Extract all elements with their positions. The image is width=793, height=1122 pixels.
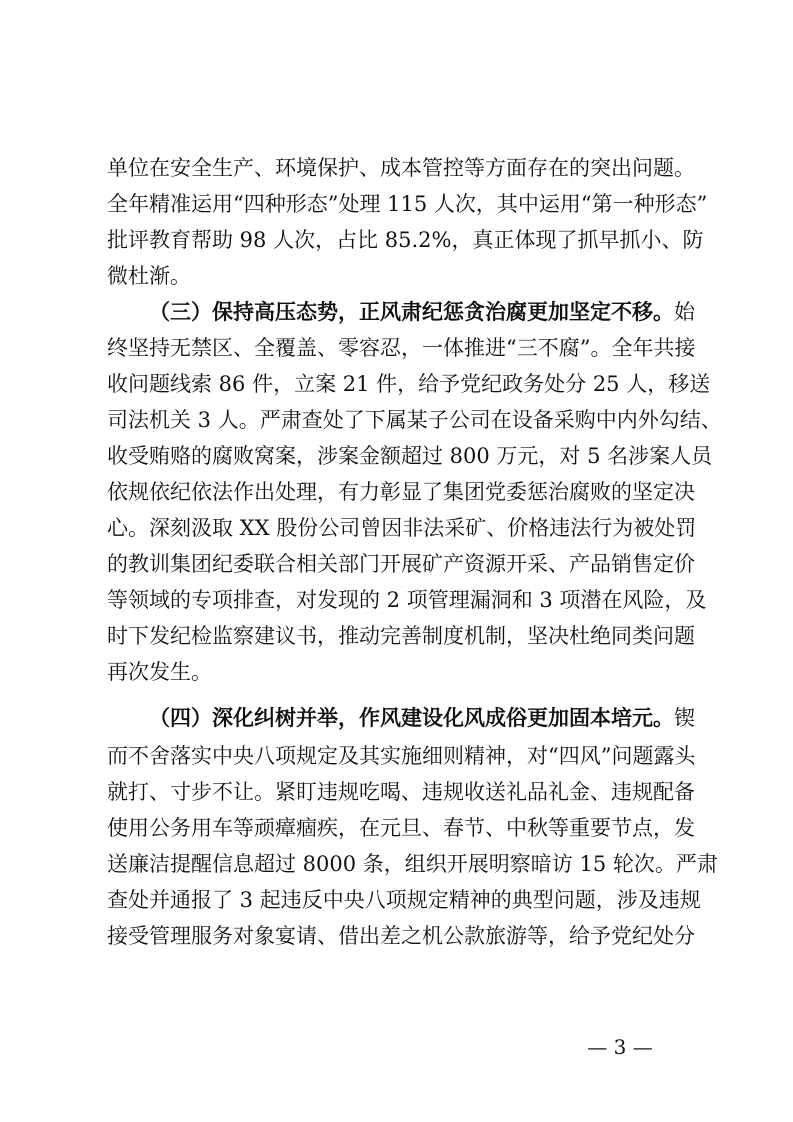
section-4-heading: （四）深化纠树并举，作风建设化风成俗更加固本培元。 [149,705,674,730]
paragraph-1-line-1: 单位在安全生产、环境保护、成本管控等方面存在的突出问题。 [107,156,695,180]
section-4-line: 使用公务用车等顽瘴痼疾，在元旦、春节、中秋等重要节点，发 [107,816,695,840]
section-4-line: 而不舍落实中央八项规定及其实施细则精神，对“四风”问题露头 [107,744,696,768]
section-3-heading: （三）保持高压态势，正风肃纪惩贪治腐更加坚定不移。 [149,299,674,324]
section-3-line: 收问题线索 86 件，立案 21 件，给予党纪政务处分 25 人，移送 [107,372,711,396]
section-3-line: 再次发生。 [107,660,212,684]
section-3-line: 等领域的专项排查，对发现的 2 项管理漏洞和 3 项潜在风险，及 [107,588,707,612]
paragraph-1-line-4: 微杜渐。 [107,264,191,288]
section-4-line: 送廉洁提醒信息超过 8000 条，组织开展明察暗访 15 轮次。严肃 [107,852,718,876]
section-3-first-line [149,292,695,332]
section-3-line: 的教训集团纪委联合相关部门开展矿产资源开采、产品销售定价 [107,552,695,576]
section-4-first-line-rest: 锲 [674,706,695,730]
page-number: — 3 — [587,1035,653,1059]
section-3-line: 时下发纪检监察建议书，推动完善制度机制，坚决杜绝同类问题 [107,624,695,648]
section-4-line: 接受管理服务对象宴请、借出差之机公款旅游等，给予党纪处分 [107,924,695,948]
section-3-line: 司法机关 3 人。严肃查处了下属某子公司在设备采购中内外勾结、 [107,408,722,432]
paragraph-1-line-2: 全年精准运用“四种形态”处理 115 人次，其中运用“第一种形态” [107,192,708,216]
section-4-line: 查处并通报了 3 起违反中央八项规定精神的典型问题，涉及违规 [107,888,701,912]
section-3-line: 终坚持无禁区、全覆盖、零容忍，一体推进“三不腐”。全年共接 [107,336,696,360]
section-3-line: 心。深刻汲取 XX 股份公司曾因非法采矿、价格违法行为被处罚 [107,516,697,540]
section-3-first-line-rest: 始 [674,300,695,324]
section-4-first-line [149,698,695,738]
section-3-line: 收受贿赂的腐败窝案，涉案金额超过 800 万元，对 5 名涉案人员 [107,444,713,468]
section-4-line: 就打、寸步不让。紧盯违规吃喝、违规收送礼品礼金、违规配备 [107,780,695,804]
paragraph-1-line-3: 批评教育帮助 98 人次，占比 85.2%，真正体现了抓早抓小、防 [107,228,704,252]
section-3-line: 依规依纪依法作出处理，有力彰显了集团党委惩治腐败的坚定决 [107,480,695,504]
